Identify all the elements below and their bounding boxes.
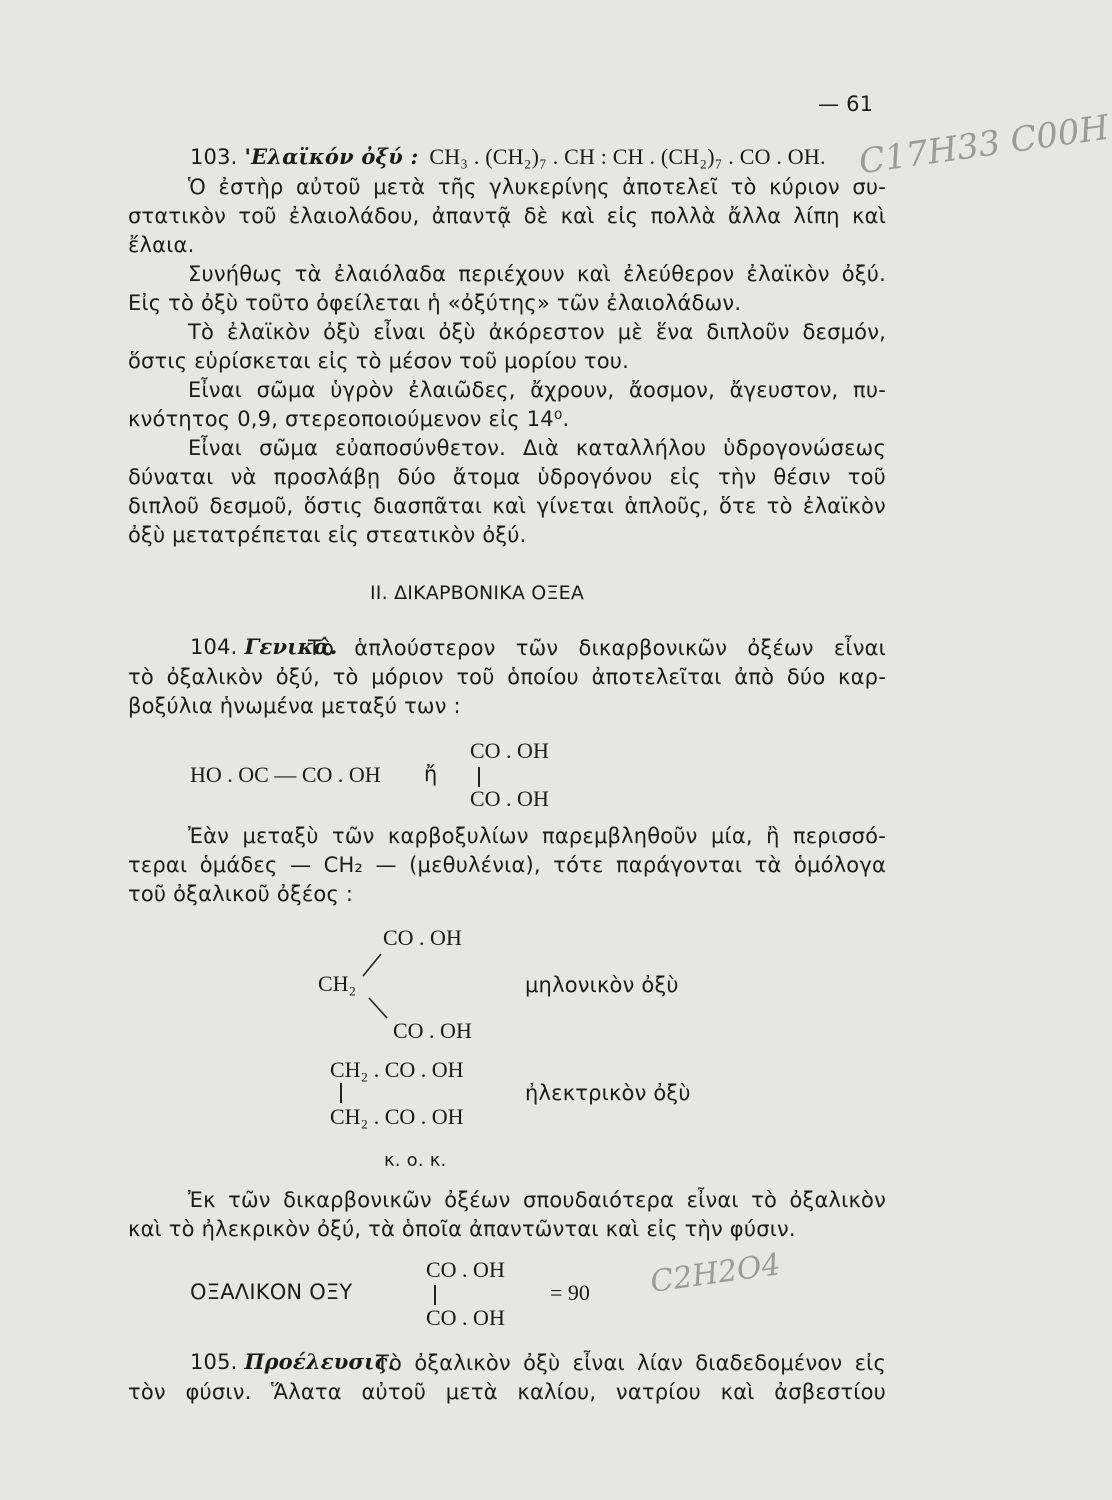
section-104-body-3 bbox=[128, 1186, 886, 1244]
section-105-title: Προέλευσις. bbox=[244, 1349, 396, 1374]
succinic-name: ἠλεκτρικὸν ὀξὺ bbox=[525, 1081, 691, 1105]
malonic-top: CO . OH bbox=[383, 925, 462, 950]
text-line: Τὸ ὀξαλικὸν ὀξὺ εἶναι λίαν διαδεδομένον εἰς bbox=[376, 1351, 886, 1375]
bond-line bbox=[434, 1285, 436, 1305]
oxalic-co-oh-top: CO . OH bbox=[470, 738, 549, 763]
text-line: τὸ ὀξαλικὸν ὀξύ, τὸ μόριον τοῦ ὁποίου ἀποτελεῖται ἀπὸ δύο καρ- bbox=[128, 665, 886, 689]
bond-up bbox=[363, 954, 381, 976]
section-105-body bbox=[128, 1349, 886, 1407]
text-line: Συνήθως τὰ ἐλαιόλαδα περιέχουν καὶ ἐλεύθερον ἐλαϊκὸν ὀξύ. bbox=[188, 262, 886, 286]
oxalic-display-top: CO . OH bbox=[426, 1257, 505, 1282]
text-line: ὀξὺ μετατρέπεται εἰς στεατικὸν ὀξύ. bbox=[128, 523, 527, 547]
oxalic-linear-formula: HO . OC — CO . OH bbox=[190, 762, 381, 787]
section-105-number: 105. bbox=[190, 1350, 245, 1374]
succinic-top: CH₂ . CO . OH bbox=[330, 1057, 464, 1082]
text-line: Εἰς τὸ ὀξὺ τοῦτο ὀφείλεται ἡ «ὀξύτης» τῶν ἐλαιολάδων. bbox=[128, 291, 742, 315]
section-104-number: 104. bbox=[190, 635, 245, 659]
malonic-bottom: CO . OH bbox=[393, 1018, 472, 1043]
malonic-name: μηλονικὸν ὀξὺ bbox=[525, 973, 679, 997]
text-line: Ἐκ τῶν δικαρβονικῶν ὀξέων σπουδαιότερα εἶναι τὸ ὀξαλικὸν bbox=[188, 1188, 886, 1212]
section-103-heading bbox=[190, 144, 826, 170]
section-104-title: Γενικά. bbox=[244, 634, 338, 659]
text-line: στατικὸν τοῦ ἐλαιολάδου, ἀπαντᾷ δὲ καὶ εἰς πολλὰ ἄλλα λίπη καὶ bbox=[128, 204, 886, 228]
section-103-title: 'Ελαϊκόν ὀξύ : bbox=[244, 144, 419, 169]
text-line: δύναται νὰ προσλάβῃ δύο ἄτομα ὑδρογόνου εἰς τὴν θέσιν τοῦ bbox=[128, 465, 886, 489]
oxalic-label: ΟΞΑΛΙΚΟΝ ΟΞΥ bbox=[190, 1280, 353, 1304]
text-line: βοξύλια ἡνωμένα μεταξύ των : bbox=[128, 694, 461, 718]
bond-line bbox=[340, 1083, 342, 1103]
or-word: ἤ bbox=[424, 762, 438, 786]
oxalic-co-oh-bottom: CO . OH bbox=[470, 786, 549, 811]
text-line: Ἐὰν μεταξὺ τῶν καρβοξυλίων παρεμβληθοῦν μία, ἢ περισσό- bbox=[188, 824, 886, 848]
text-line: τεραι ὁμάδες — CH₂ — (μεθυλένια), τότε παράγονται τὰ ὁμόλογα bbox=[128, 853, 886, 877]
section-104-body bbox=[128, 634, 886, 721]
text-line: διπλοῦ δεσμοῦ, ὅστις διασπᾶται καὶ γίνεται ἁπλοῦς, ὅτε τὸ ἐλαϊκὸν bbox=[128, 494, 886, 518]
section-104-body-2 bbox=[128, 822, 886, 909]
text-line: ὅστις εὑρίσκεται εἰς τὸ μέσον τοῦ μορίου του. bbox=[128, 349, 630, 373]
handwritten-note-bottom: C2H2O4 bbox=[648, 1247, 783, 1300]
text-line: Τὸ ἁπλούστερον τῶν δικαρβονικῶν ὀξέων εἶναι bbox=[308, 636, 886, 660]
text-line: τὸν φύσιν. Ἅλατα αὐτοῦ μετὰ καλίου, νατρίου καὶ ἀσβεστίου bbox=[128, 1380, 886, 1404]
text-line: τοῦ ὀξαλικοῦ ὀξέος : bbox=[128, 882, 354, 906]
etc-label: κ. ο. κ. bbox=[384, 1150, 447, 1171]
section-103-body bbox=[128, 173, 886, 550]
text-line: καὶ τὸ ἠλεκρικὸν ὀξύ, τὰ ὁποῖα ἀπαντῶνται καὶ εἰς τὴν φύσιν. bbox=[128, 1217, 796, 1241]
text-line: Τὸ ἐλαϊκὸν ὀξὺ εἶναι ὀξὺ ἀκόρεστον μὲ ἕνα διπλοῦν δεσμόν, bbox=[188, 320, 886, 344]
text-line: ἔλαια. bbox=[128, 233, 195, 257]
oxalic-mw: = 90 bbox=[550, 1280, 590, 1305]
bond-down bbox=[369, 998, 387, 1018]
malonic-middle: CH₂ bbox=[318, 971, 357, 996]
text-line: κνότητος 0,9, στερεοποιούμενον εἰς 14⁰. bbox=[128, 407, 570, 431]
section-title: II. ΔΙΚΑΡΒΟΝΙΚΑ ΟΞΕΑ bbox=[370, 582, 585, 604]
handwritten-note-top: C17H33 C00H bbox=[856, 107, 1112, 183]
oxalic-display-bottom: CO . OH bbox=[426, 1305, 505, 1330]
succinic-bottom: CH₂ . CO . OH bbox=[330, 1104, 464, 1129]
page-number: — 61 bbox=[818, 92, 874, 116]
oleic-acid-formula: CH₃ . (CH₂)₇ . CH : CH . (CH₂)₇ . CO . OH. bbox=[429, 144, 826, 169]
text-line: Εἶναι σῶμα εὐαποσύνθετον. Διὰ καταλλήλου ὑδρογονώσεως bbox=[188, 436, 886, 460]
text-line: Εἶναι σῶμα ὑγρὸν ἐλαιῶδες, ἄχρουν, ἄοσμον, ἄγευστον, πυ- bbox=[188, 378, 886, 402]
text-line: Ὁ ἐστὴρ αὐτοῦ μετὰ τῆς γλυκερίνης ἀποτελεῖ τὸ κύριον συ- bbox=[188, 175, 886, 199]
bond-line bbox=[478, 767, 480, 787]
section-103-number: 103. bbox=[190, 145, 245, 169]
